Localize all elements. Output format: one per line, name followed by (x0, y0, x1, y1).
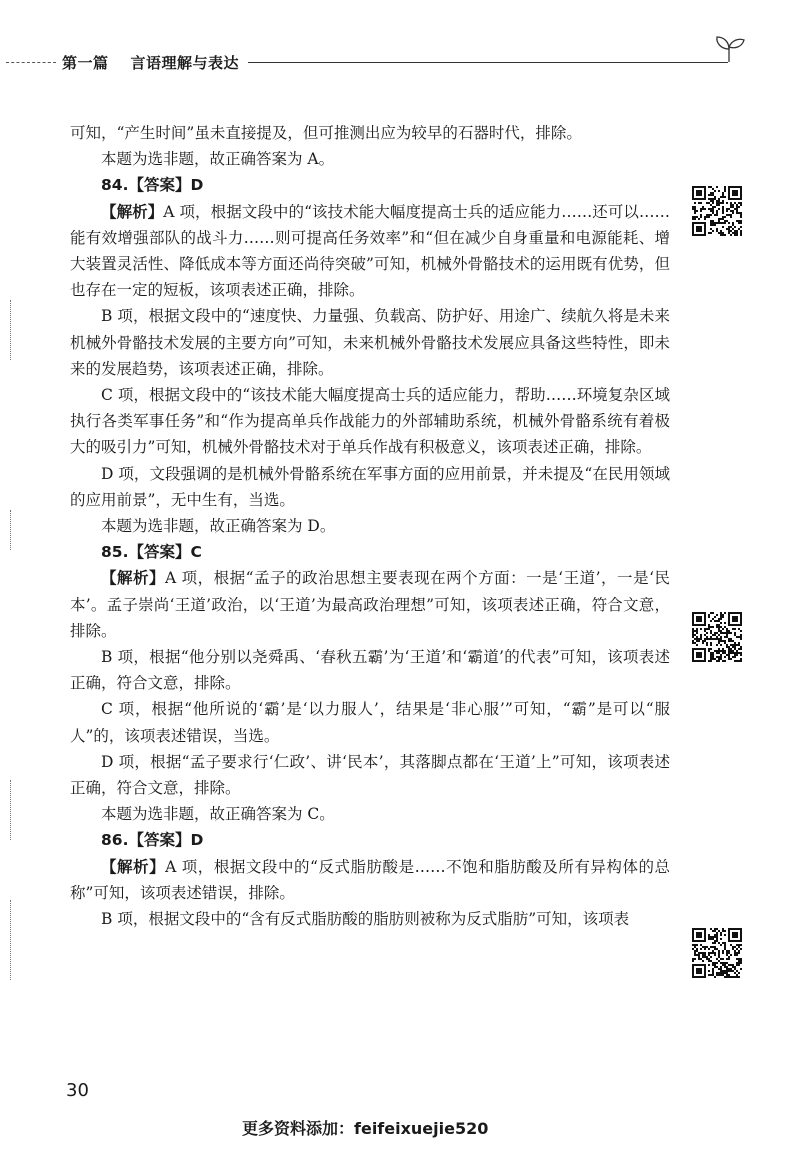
paragraph: B 项，根据“他分别以尧舜禹、‘春秋五霸’为‘王道’和‘霸道’的代表”可知，该项表述正确，符合文意，排除。 (70, 648, 670, 693)
paragraph: 本题为选非题，故正确答案为 A。 (101, 150, 335, 169)
analysis-tag: 【解析】 (101, 202, 164, 221)
answer-label: 84.【答案】D (101, 176, 204, 195)
running-header (0, 48, 800, 78)
margin-dots (10, 510, 11, 550)
sprout-icon (712, 34, 746, 64)
paragraph: 本题为选非题，故正确答案为 C。 (101, 805, 335, 824)
analysis-paragraph (70, 565, 670, 644)
header-dotted-line (6, 62, 56, 63)
answer-explanations (70, 120, 670, 932)
header-title (62, 52, 261, 73)
analysis-tag: 【解析】 (101, 857, 166, 876)
margin-dots (10, 780, 11, 840)
answer-86 (70, 827, 670, 853)
paragraph: D 项，根据“孟子要求行‘仁政’、讲‘民本’，其落脚点都在‘王道’上”可知，该项表述正确，符合文意，排除。 (70, 752, 670, 798)
analysis-paragraph (70, 199, 670, 304)
paragraph: 可知，“产生时间”虽未直接提及，但可推测出应为较早的石器时代，排除。 (70, 124, 582, 142)
analysis-text: A 项，根据“孟子的政治思想主要表现在两个方面：一是‘王道’，一是‘民本’。孟子崇尚‘王道’政治，以‘王道’为最高政治理想”可知，该项表述正确，符合文意，排除。 (70, 569, 670, 640)
analysis-text: A 项，根据文段中的“反式脂肪酸是……不饱和脂肪酸及所有异构体的总称”可知，该项表述错误，排除。 (70, 857, 670, 902)
paragraph: C 项，根据文段中的“该技术能大幅度提高士兵的适应能力，帮助……环境复杂区域执行各类军事任务”和“作为提高单兵作战能力的外部辅助系统，机械外骨骼系统有着极大的吸引力”可知，机械外骨骼技术对于单兵作战有积极意义，该项表述正确，排除。 (70, 386, 670, 457)
header-part: 第一篇 (62, 54, 109, 72)
footer-note: 更多资料添加：feifeixuejie520 (242, 1119, 489, 1138)
analysis-tag: 【解析】 (101, 569, 166, 588)
margin-dots (10, 300, 11, 360)
answer-label: 85.【答案】C (101, 543, 202, 562)
paragraph: B 项，根据文段中的“含有反式脂肪酸的脂肪则被称为反式脂肪”可知，该项表 (101, 910, 630, 929)
analysis-paragraph (70, 854, 670, 906)
header-chapter: 言语理解与表达 (130, 54, 240, 72)
paragraph: D 项，文段强调的是机械外骨骼系统在军事方面的应用前景，并未提及“在民用领域的应用前景”，无中生有，当选。 (70, 464, 670, 509)
page-number: 30 (66, 1080, 89, 1101)
paragraph: B 项，根据文段中的“速度快、力量强、负载高、防护好、用途广、续航久将是未来机械外骨骼技术发展的主要方向”可知，未来机械外骨骼技术发展应具备这些特性，即未来的发展趋势，该项表述正确，排除。 (70, 307, 670, 378)
margin-dots (10, 900, 11, 980)
qr-code-icon[interactable] (692, 928, 742, 978)
answer-label: 86.【答案】D (101, 831, 204, 850)
answer-85 (70, 539, 670, 565)
qr-code-icon[interactable] (692, 186, 742, 236)
paragraph: C 项，根据“他所说的‘霸’是‘以力服人’，结果是‘非心服’”可知，“霸”是可以“服人”的，该项表述错误，当选。 (70, 700, 670, 745)
paragraph: 本题为选非题，故正确答案为 D。 (101, 517, 336, 536)
header-rule (248, 62, 728, 63)
answer-84 (70, 172, 670, 198)
qr-code-icon[interactable] (692, 612, 742, 662)
analysis-text: A 项，根据文段中的“该技术能大幅度提高士兵的适应能力……还可以……能有效增强部队的战斗力……则可提高任务效率”和“但在减少自身重量和电源能耗、增大装置灵活性、降低成本等方面还尚待突破”可知，机械外骨骼技术的运用既有优势，但也存在一定的短板，该项表述正确，排除。 (70, 202, 670, 300)
